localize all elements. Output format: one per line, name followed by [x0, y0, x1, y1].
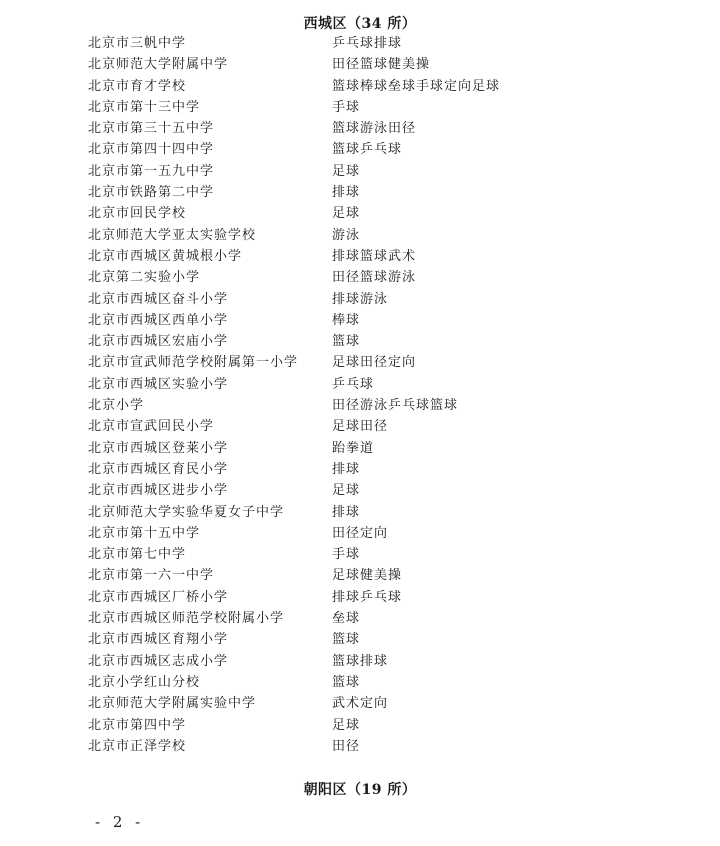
school-name: 北京市第一六一中学 [88, 568, 215, 584]
school-sports: 足球 [332, 163, 361, 179]
school-sports: 足球 [332, 206, 361, 222]
school-row [88, 395, 648, 416]
school-name: 北京市西城区进步小学 [88, 483, 229, 499]
school-name: 北京市正泽学校 [88, 738, 187, 754]
school-sports: 田径篮球游泳 [332, 270, 417, 286]
school-name: 北京市西城区育翔小学 [88, 632, 229, 648]
school-sports: 篮球 [332, 674, 361, 690]
school-sports: 田径 [332, 738, 361, 754]
school-list-xicheng [88, 33, 648, 757]
school-sports: 棒球 [332, 312, 361, 328]
school-row [88, 225, 648, 246]
school-sports: 乒乓球 [332, 376, 375, 392]
school-name: 北京市育才学校 [88, 78, 187, 94]
school-row [88, 736, 648, 757]
school-sports: 乒乓球排球 [332, 36, 403, 51]
school-sports: 足球田径定向 [332, 355, 417, 371]
school-sports: 排球 [332, 185, 361, 201]
school-name: 北京市西城区师范学校附属小学 [88, 611, 285, 627]
school-name: 北京市宣武师范学校附属第一小学 [88, 355, 299, 371]
school-row [88, 416, 648, 437]
school-name: 北京第二实验小学 [88, 270, 201, 286]
school-sports: 武术定向 [332, 696, 389, 712]
school-sports: 排球游泳 [332, 291, 389, 307]
school-row [88, 651, 648, 672]
school-row [88, 33, 648, 54]
school-name: 北京小学 [88, 398, 145, 414]
school-sports: 篮球排球 [332, 653, 389, 669]
school-sports: 篮球游泳田径 [332, 121, 417, 137]
school-sports: 排球乒乓球 [332, 589, 403, 605]
school-sports: 足球 [332, 717, 361, 733]
school-row [88, 693, 648, 714]
school-row [88, 715, 648, 736]
school-name: 北京市西城区西单小学 [88, 312, 229, 328]
school-sports: 排球篮球武术 [332, 248, 417, 264]
school-row [88, 97, 648, 118]
school-sports: 手球 [332, 99, 361, 115]
school-row [88, 182, 648, 203]
school-name: 北京师范大学实验华夏女子中学 [88, 504, 285, 520]
school-sports: 篮球棒球垒球手球定向足球 [332, 78, 501, 94]
school-sports: 排球 [332, 461, 361, 477]
school-name: 北京市铁路第二中学 [88, 185, 215, 201]
school-name: 北京市第四中学 [88, 717, 187, 733]
school-row [88, 523, 648, 544]
school-name: 北京市西城区厂桥小学 [88, 589, 229, 605]
school-name: 北京市第三十五中学 [88, 121, 215, 137]
school-name: 北京市西城区黄城根小学 [88, 248, 243, 264]
school-row [88, 76, 648, 97]
school-name: 北京市西城区宏庙小学 [88, 334, 229, 350]
school-row [88, 438, 648, 459]
school-name: 北京市西城区登莱小学 [88, 440, 229, 456]
school-row [88, 565, 648, 586]
school-name: 北京市第一五九中学 [88, 163, 215, 179]
school-row [88, 629, 648, 650]
school-name: 北京师范大学亚太实验学校 [88, 227, 257, 243]
school-name: 北京市西城区奋斗小学 [88, 291, 229, 307]
school-sports: 篮球乒乓球 [332, 142, 403, 158]
school-row [88, 672, 648, 693]
school-name: 北京市第七中学 [88, 547, 187, 563]
school-sports: 排球 [332, 504, 361, 520]
school-name: 北京师范大学附属中学 [88, 57, 229, 73]
school-name: 北京市西城区志成小学 [88, 653, 229, 669]
school-sports: 田径游泳乒乓球篮球 [332, 398, 459, 414]
school-row [88, 502, 648, 523]
school-row [88, 289, 648, 310]
school-sports: 跆拳道 [332, 440, 375, 456]
school-row [88, 331, 648, 352]
school-row [88, 118, 648, 139]
school-row [88, 352, 648, 373]
school-row [88, 310, 648, 331]
school-row [88, 459, 648, 480]
school-row [88, 267, 648, 288]
school-row [88, 608, 648, 629]
school-row [88, 54, 648, 75]
page-number: - 2 - [95, 813, 145, 831]
school-name: 北京市西城区育民小学 [88, 461, 229, 477]
section-heading-xicheng: 西城区（34 所） [303, 16, 417, 32]
school-name: 北京小学红山分校 [88, 674, 201, 690]
school-sports: 足球田径 [332, 419, 389, 435]
school-sports: 游泳 [332, 227, 361, 243]
school-sports: 篮球 [332, 334, 361, 350]
school-row [88, 161, 648, 182]
school-sports: 田径定向 [332, 525, 389, 541]
school-row [88, 374, 648, 395]
school-row [88, 246, 648, 267]
school-name: 北京市三帆中学 [88, 36, 187, 51]
school-row [88, 203, 648, 224]
school-name: 北京市第十三中学 [88, 99, 201, 115]
section-heading-chaoyang: 朝阳区（19 所） [303, 782, 417, 798]
school-row [88, 587, 648, 608]
school-sports: 垒球 [332, 611, 361, 627]
school-sports: 足球健美操 [332, 568, 403, 584]
school-sports: 篮球 [332, 632, 361, 648]
school-name: 北京师范大学附属实验中学 [88, 696, 257, 712]
school-sports: 足球 [332, 483, 361, 499]
school-name: 北京市宣武回民小学 [88, 419, 215, 435]
school-name: 北京市第四十四中学 [88, 142, 215, 158]
school-row [88, 480, 648, 501]
school-sports: 田径篮球健美操 [332, 57, 431, 73]
school-sports: 手球 [332, 547, 361, 563]
school-row [88, 544, 648, 565]
school-name: 北京市西城区实验小学 [88, 376, 229, 392]
school-row [88, 139, 648, 160]
school-name: 北京市第十五中学 [88, 525, 201, 541]
school-name: 北京市回民学校 [88, 206, 187, 222]
